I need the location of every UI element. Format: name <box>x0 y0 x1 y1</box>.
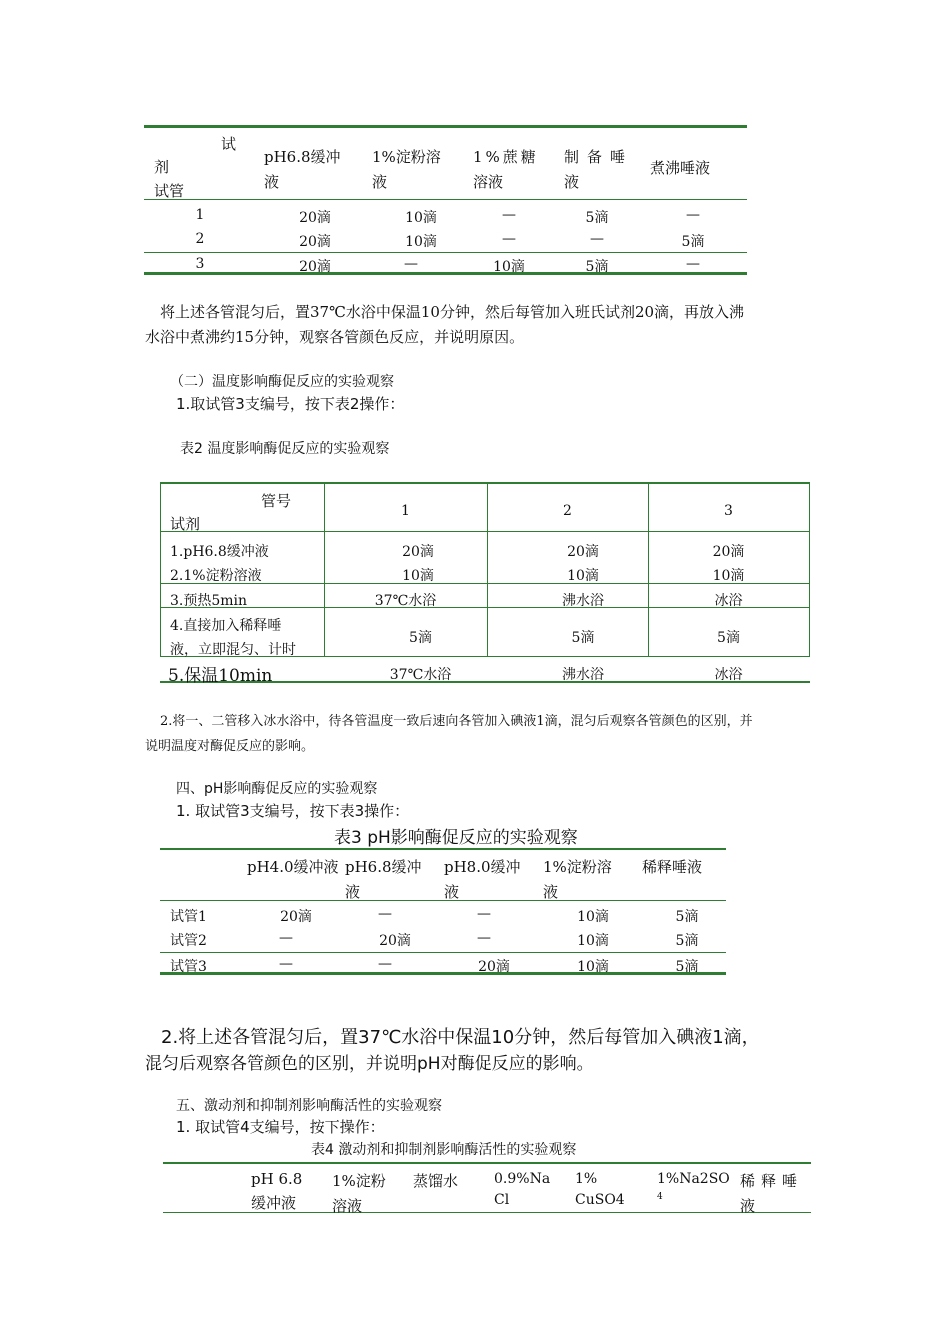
table2-cell-line: 20滴 <box>567 544 599 560</box>
table2-col-header: 2 <box>563 503 572 519</box>
table2-cell <box>648 540 809 588</box>
table1-corner-top: 试 <box>221 135 237 153</box>
table4-header-line: 1% <box>575 1171 598 1187</box>
table4-rule <box>163 1162 811 1164</box>
table-caption: 表4 激动剂和抑制剂影响酶活性的实验观察 <box>311 1142 577 1158</box>
table4-header-line: 稀释唾 <box>740 1172 804 1190</box>
table2-label-line: 2.1%淀粉溶液 <box>170 568 262 584</box>
table4-header <box>657 1171 730 1202</box>
table3-cell: 20滴 <box>478 959 510 975</box>
table1-cell: 10滴 <box>493 259 525 275</box>
table2-cell: 冰浴 <box>714 593 743 609</box>
section-title: 四、pH影响酶促反应的实验观察 <box>176 781 378 797</box>
table1-cell: 5滴 <box>681 234 705 250</box>
table4-header <box>740 1170 803 1216</box>
table4-header-line: 1%Na2SO <box>657 1171 730 1187</box>
table-caption: 表2 温度影响酶促反应的实验观察 <box>180 441 390 457</box>
table2-cell: 冰浴 <box>714 667 743 683</box>
table3-cell: 试管2 <box>170 933 207 949</box>
table-caption: 表3 pH影响酶促反应的实验观察 <box>334 828 578 848</box>
table4-header-line: CuSO4 <box>575 1192 625 1208</box>
table1-row-rule <box>144 252 747 253</box>
table2-cell-line: 20滴 <box>402 544 434 560</box>
table4-header <box>575 1171 625 1208</box>
table4-header-line: 1%淀粉 <box>332 1172 386 1190</box>
table4-header-line: Cl <box>494 1192 510 1208</box>
step-text: 1. 取试管3支编号，按下表3操作： <box>176 802 410 820</box>
table4-header-line: 缓冲液 <box>251 1194 297 1212</box>
table3-cell: — <box>378 906 392 922</box>
table1-cell: 20滴 <box>299 234 331 250</box>
paragraph-line: 2.将一、二管移入冰水浴中，待各管温度一致后速向各管加入碘液1滴，混匀后观察各管颜色的区别，并 <box>160 714 753 729</box>
table1-header-line: 液 <box>264 173 280 191</box>
section-title: 五、激动剂和抑制剂影响酶活性的实验观察 <box>176 1098 442 1114</box>
table2-row-label: 5.保温10min <box>168 666 273 686</box>
table3-cell: 5滴 <box>675 959 699 975</box>
table3-header-line: pH6.8缓冲 <box>345 858 422 876</box>
table1-header <box>473 146 539 192</box>
table2-cell: 5滴 <box>717 630 740 646</box>
table3-rule <box>160 900 726 901</box>
table3-cell: 5滴 <box>675 909 699 925</box>
table4-header: 蒸馏水 <box>413 1172 459 1190</box>
table1-header <box>564 146 633 192</box>
table1-bottom-rule <box>144 272 747 275</box>
table4-header <box>494 1171 550 1208</box>
table3-rule <box>160 848 726 850</box>
table2-label-line: 1.pH6.8缓冲液 <box>170 544 269 560</box>
table2-row-label: 3.预热5min <box>170 593 248 609</box>
section-title: （二）温度影响酶促反应的实验观察 <box>170 374 394 390</box>
table3-header-line: pH8.0缓冲 <box>444 858 521 876</box>
table2-cell: 37℃水浴 <box>389 667 452 683</box>
table2-row-label <box>170 614 296 662</box>
step-text: 1.取试管3支编号，按下表2操作： <box>176 395 405 413</box>
table1-header-line: 液 <box>564 173 588 191</box>
paragraph-line: 将上述各管混匀后，置37℃水浴中保温10分钟，然后每管加入班氏试剂20滴，再放入沸 <box>160 303 745 321</box>
table2-cell: 5滴 <box>409 630 432 646</box>
table1-header-rule <box>144 199 747 200</box>
table2-label-line: 液，立即混匀、计时 <box>170 642 296 658</box>
table1-header <box>372 146 441 192</box>
table3-cell: — <box>477 930 491 946</box>
table3-header: 稀释唾液 <box>642 858 703 876</box>
table2-cell: 沸水浴 <box>562 667 604 683</box>
step-text: 1. 取试管4支编号，按下操作： <box>176 1118 385 1136</box>
table1-cell: — <box>686 256 700 272</box>
table2-col-header: 1 <box>401 503 410 519</box>
table4-header-line: 4 <box>657 1192 663 1202</box>
table2-row-label <box>170 540 269 588</box>
table1-header <box>264 146 341 192</box>
table2-col-header: 3 <box>724 503 733 519</box>
table3-cell: — <box>279 930 293 946</box>
table3-cell: 试管1 <box>170 909 207 925</box>
table2-corner-bottom: 试剂 <box>170 515 201 533</box>
table2-cell-line: 10滴 <box>567 568 599 584</box>
table3-rule <box>160 952 726 953</box>
paragraph-line: 水浴中煮沸约15分钟，观察各管颜色反应，并说明原因。 <box>145 328 525 346</box>
table3-cell: 5滴 <box>675 933 699 949</box>
table1-header-line: 液 <box>372 173 388 191</box>
table2-cell-line: 10滴 <box>402 568 434 584</box>
table1-cell: 10滴 <box>405 234 437 250</box>
table3-cell: 试管3 <box>170 959 207 975</box>
table1-cell: 10滴 <box>405 210 437 226</box>
table3-header <box>345 856 422 902</box>
paragraph-line: 2.将上述各管混匀后，置37℃水浴中保温10分钟，然后每管加入碘液1滴， <box>161 1027 760 1048</box>
table1-header-line: 溶液 <box>473 173 504 191</box>
table4-header-line: 溶液 <box>332 1197 363 1215</box>
paragraph-line: 混匀后观察各管颜色的区别，并说明pH对酶促反应的影响。 <box>145 1054 594 1074</box>
table1-cell: 5滴 <box>585 210 609 226</box>
table1-header-line: pH6.8缓冲 <box>264 148 341 166</box>
table1-cell: 20滴 <box>299 210 331 226</box>
table3-header-line: 液 <box>444 883 460 901</box>
table1-header: 煮沸唾液 <box>650 159 711 177</box>
table3-header-line: 液 <box>345 883 361 901</box>
table2-cell: 37℃水浴 <box>374 593 437 609</box>
table2-corner-top: 管号 <box>261 492 292 510</box>
table2-cell-line: 10滴 <box>712 568 745 584</box>
table2-border <box>809 482 810 656</box>
table1-cell: 20滴 <box>299 259 331 275</box>
table3-cell: — <box>279 956 293 972</box>
table1-cell: 2 <box>195 231 205 247</box>
table4-header-line: pH 6.8 <box>251 1170 303 1188</box>
table3-header-line: 液 <box>543 883 559 901</box>
table3-cell: — <box>477 906 491 922</box>
table1-header-line: 1%蔗糖 <box>473 148 539 166</box>
table2-rule <box>160 482 810 484</box>
table1-cell: 3 <box>195 256 205 272</box>
table3-header <box>444 856 521 902</box>
table2-cell-line: 20滴 <box>712 544 745 560</box>
table3-header: pH4.0缓冲液 <box>247 858 339 876</box>
table4-header-line: 液 <box>740 1197 762 1215</box>
table3-cell: 10滴 <box>577 909 609 925</box>
table1-cell: — <box>686 207 700 223</box>
table2-border <box>160 482 161 656</box>
table4-header-line: 0.9%Na <box>494 1171 551 1187</box>
table1-header-line: 1%淀粉溶 <box>372 148 441 166</box>
table3-cell: 20滴 <box>280 909 312 925</box>
table1-corner-mid: 剂 <box>154 158 170 176</box>
table3-cell: 20滴 <box>379 933 411 949</box>
table2-cell: 沸水浴 <box>562 593 604 609</box>
table2-cell <box>324 540 512 588</box>
table1-cell: 5滴 <box>585 259 609 275</box>
table1-cell: — <box>502 231 516 247</box>
table2-label-line: 4.直接加入稀释唾 <box>170 618 282 634</box>
table2-rule <box>160 531 810 532</box>
table1-cell: 1 <box>195 207 205 223</box>
table1-header-line: 制备唾 <box>564 148 634 166</box>
table3-cell: 10滴 <box>577 933 609 949</box>
table3-cell: 10滴 <box>577 959 609 975</box>
table1-corner-bottom: 试管 <box>154 182 185 200</box>
table3-header <box>543 856 612 902</box>
table3-cell: — <box>378 956 392 972</box>
table1-cell: — <box>502 207 516 223</box>
table4-header <box>251 1170 302 1213</box>
table3-rule <box>160 972 726 975</box>
table1-cell: — <box>404 256 418 272</box>
paragraph-line: 说明温度对酶促反应的影响。 <box>145 739 315 754</box>
table1-top-rule <box>144 125 747 128</box>
table2-cell: 5滴 <box>571 630 595 646</box>
table4-header <box>332 1170 386 1216</box>
table3-header-line: 1%淀粉溶 <box>543 858 612 876</box>
table1-cell: — <box>590 231 604 247</box>
